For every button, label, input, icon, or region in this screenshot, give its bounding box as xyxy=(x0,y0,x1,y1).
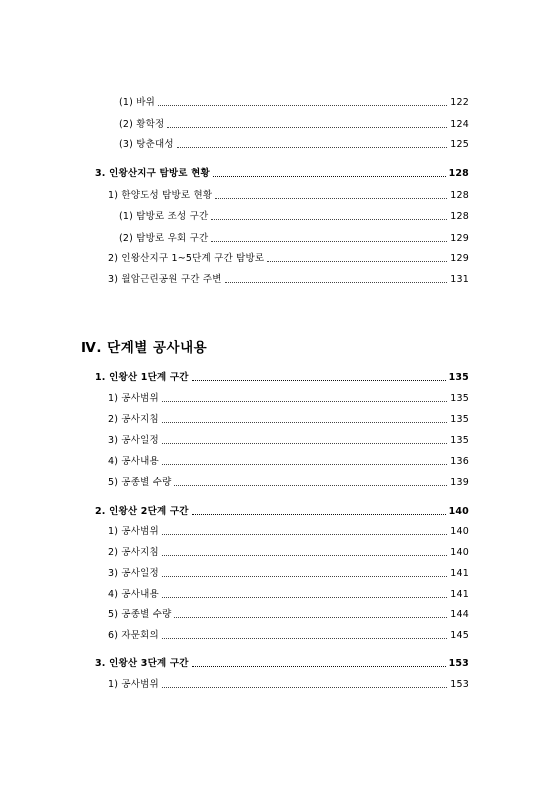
dot-leader xyxy=(211,219,447,220)
chapter-title: Ⅳ. 단계별 공사내용 xyxy=(81,340,208,356)
toc-entry-label: 2) 공사지침 xyxy=(108,547,159,558)
toc-entry[interactable] xyxy=(108,607,469,621)
toc-entry[interactable] xyxy=(108,566,469,580)
toc-entry[interactable] xyxy=(108,412,469,426)
toc-entry-label: 2) 공사지침 xyxy=(108,414,159,425)
dot-leader xyxy=(162,534,447,535)
dot-leader xyxy=(192,380,446,381)
toc-entry-label: 1) 공사범위 xyxy=(108,679,159,690)
toc-entry[interactable] xyxy=(108,587,469,601)
toc-entry-page: 136 xyxy=(450,456,469,467)
dot-leader xyxy=(211,241,447,242)
toc-entry-page: 141 xyxy=(450,568,469,579)
dot-leader xyxy=(162,687,447,688)
toc-entry-label: (2) 황학정 xyxy=(119,119,165,130)
toc-entry-label: 1) 공사범위 xyxy=(108,526,159,537)
dot-leader xyxy=(267,261,447,262)
toc-entry-page: 128 xyxy=(450,211,469,222)
toc-entry[interactable] xyxy=(108,251,469,265)
toc-entry-page: 128 xyxy=(448,168,469,179)
dot-leader xyxy=(192,666,446,667)
toc-entry-page: 129 xyxy=(450,233,469,244)
toc-entry[interactable] xyxy=(119,117,469,131)
toc-entry[interactable] xyxy=(119,209,469,223)
toc-entry-label: 1) 공사범위 xyxy=(108,393,159,404)
toc-entry-label: 4) 공사내용 xyxy=(108,456,159,467)
toc-entry[interactable] xyxy=(119,95,469,109)
dot-leader xyxy=(215,198,447,199)
dot-leader xyxy=(162,555,447,556)
dot-leader xyxy=(192,514,446,515)
dot-leader xyxy=(162,576,447,577)
dot-leader xyxy=(174,617,447,618)
toc-entry[interactable] xyxy=(119,137,469,151)
toc-entry-label: 3) 월암근린공원 구간 주변 xyxy=(108,274,222,285)
dot-leader xyxy=(162,401,447,402)
toc-entry-label: 3. 인왕산 3단계 구간 xyxy=(95,658,189,669)
toc-entry-page: 153 xyxy=(450,679,469,690)
toc-entry[interactable] xyxy=(119,231,469,245)
toc-entry-page: 125 xyxy=(450,139,469,150)
toc-entry-label: 1. 인왕산 1단계 구간 xyxy=(95,372,189,383)
toc-entry-label: 5) 공종별 수량 xyxy=(108,477,172,488)
toc-entry[interactable] xyxy=(108,677,469,691)
dot-leader xyxy=(162,597,447,598)
toc-entry-page: 135 xyxy=(450,414,469,425)
dot-leader xyxy=(213,176,446,177)
toc-entry-page: 135 xyxy=(450,393,469,404)
toc-entry-page: 140 xyxy=(450,526,469,537)
toc-entry[interactable] xyxy=(108,188,469,202)
toc-section-heading[interactable] xyxy=(95,656,469,670)
toc-entry-page: 131 xyxy=(450,274,469,285)
toc-entry[interactable] xyxy=(108,433,469,447)
toc-entry-page: 144 xyxy=(450,609,469,620)
toc-entry-page: 140 xyxy=(448,506,469,517)
dot-leader xyxy=(162,464,447,465)
toc-entry[interactable] xyxy=(108,524,469,538)
toc-section-heading[interactable] xyxy=(95,504,469,518)
toc-entry[interactable] xyxy=(108,391,469,405)
toc-entry[interactable] xyxy=(108,628,469,642)
toc-entry-page: 129 xyxy=(450,253,469,264)
dot-leader xyxy=(162,638,447,639)
toc-entry-label: 3) 공사일정 xyxy=(108,435,159,446)
toc-entry-page: 135 xyxy=(448,372,469,383)
toc-entry-label: (1) 탐방로 조성 구간 xyxy=(119,211,209,222)
dot-leader xyxy=(158,105,447,106)
toc-entry-page: 141 xyxy=(450,589,469,600)
dot-leader xyxy=(174,485,447,486)
toc-section-heading[interactable] xyxy=(95,166,469,180)
toc-section-heading[interactable] xyxy=(95,370,469,384)
toc-entry-page: 153 xyxy=(448,658,469,669)
toc-entry-label: (1) 바위 xyxy=(119,97,156,108)
toc-entry-label: 2) 인왕산지구 1~5단계 구간 탐방로 xyxy=(108,253,265,264)
toc-entry-page: 128 xyxy=(450,190,469,201)
toc-entry-page: 139 xyxy=(450,477,469,488)
toc-entry-label: 2. 인왕산 2단계 구간 xyxy=(95,506,189,517)
toc-entry-label: 4) 공사내용 xyxy=(108,589,159,600)
toc-entry-label: 3. 인왕산지구 탐방로 현황 xyxy=(95,168,210,179)
dot-leader xyxy=(162,422,447,423)
toc-entry[interactable] xyxy=(108,475,469,489)
toc-entry-label: (2) 탐방로 우회 구간 xyxy=(119,233,209,244)
dot-leader xyxy=(177,147,447,148)
toc-entry-page: 140 xyxy=(450,547,469,558)
dot-leader xyxy=(167,127,447,128)
toc-entry[interactable] xyxy=(108,545,469,559)
toc-entry-label: 6) 자문회의 xyxy=(108,630,159,641)
toc-entry-label: 1) 한양도성 탐방로 현황 xyxy=(108,190,213,201)
toc-entry-page: 124 xyxy=(450,119,469,130)
toc-entry[interactable] xyxy=(108,272,469,286)
toc-entry-label: (3) 탕춘대성 xyxy=(119,139,174,150)
toc-entry-label: 3) 공사일정 xyxy=(108,568,159,579)
toc-entry-page: 145 xyxy=(450,630,469,641)
toc-entry[interactable] xyxy=(108,454,469,468)
toc-entry-page: 122 xyxy=(450,97,469,108)
toc-entry-page: 135 xyxy=(450,435,469,446)
dot-leader xyxy=(225,282,448,283)
dot-leader xyxy=(162,443,447,444)
toc-entry-label: 5) 공종별 수량 xyxy=(108,609,172,620)
